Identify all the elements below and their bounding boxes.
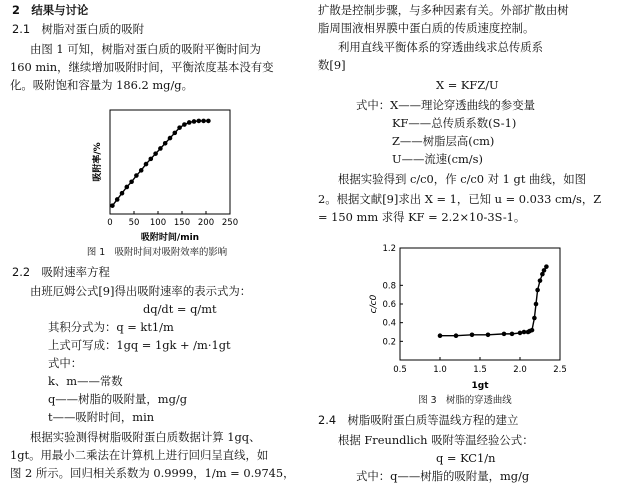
- figure-3-chart: [360, 240, 580, 390]
- section-2-1-heading: 2.1 树脂对蛋白质的吸附: [12, 22, 145, 36]
- data-point: [192, 119, 197, 124]
- series-line: [440, 267, 546, 336]
- y-axis-label: c/c0: [369, 294, 379, 314]
- definition-line: 式中：X——理论穿透曲线的参变量: [356, 98, 535, 112]
- definition-line: KF——总传质系数(S-1): [392, 116, 517, 130]
- paragraph-line: 根据实验得到 c/c0，作 c/c0 对 1 gt 曲线，如图: [338, 172, 586, 186]
- y-tick-label: 1.2: [382, 244, 396, 254]
- data-point: [120, 191, 125, 196]
- data-point: [510, 332, 515, 337]
- paragraph-line: 根据 Freundlich 吸附等温经验公式：: [338, 433, 534, 447]
- definition-line: k、m——常数: [48, 374, 123, 388]
- y-tick-label: 0.2: [382, 337, 396, 348]
- paragraph-line: 根据实验测得树脂吸附蛋白质数据计算 1gq、: [30, 430, 261, 444]
- section-2-heading: 2 结果与讨论: [12, 3, 89, 17]
- data-point: [134, 173, 139, 178]
- data-point: [144, 162, 149, 167]
- data-point: [502, 332, 507, 337]
- data-point: [535, 288, 540, 293]
- data-point: [486, 333, 491, 338]
- y-tick-label: 0.8: [382, 281, 396, 292]
- data-point: [187, 120, 192, 125]
- paragraph-line: 化。吸附饱和容量为 186.2 mg/g。: [10, 78, 193, 92]
- definition-line: Z——树脂层高(cm): [392, 134, 495, 148]
- x-tick-label: 1.5: [473, 365, 487, 375]
- paragraph-line: 1gt。用最小二乘法在计算机上进行回归呈直线，如: [10, 448, 269, 462]
- paragraph-line: 2。根据文献[9]求出 X = 1，已知 u = 0.033 cm/s，Z: [318, 192, 602, 206]
- data-point: [532, 316, 537, 321]
- data-point: [182, 122, 187, 127]
- section-2-2-heading: 2.2 吸附速率方程: [12, 265, 110, 279]
- y-tick-label: 0.4: [382, 318, 396, 329]
- y-tick-label: 0.6: [382, 300, 396, 310]
- x-axis-label: 1gt: [471, 381, 489, 390]
- paragraph-line: 扩散是控制步骤，与多种因素有关。外部扩散由树: [318, 3, 569, 17]
- data-point: [201, 119, 206, 124]
- x-tick-label: 2.0: [513, 365, 527, 375]
- data-point: [518, 331, 523, 336]
- equation-rate: dq/dt = q/mt: [143, 302, 217, 316]
- paragraph-line: 160 min，继续增加吸附时间，平衡浓度基本没有变: [10, 60, 274, 74]
- data-point: [168, 136, 173, 141]
- definition-line: U——流速(cm/s): [392, 152, 483, 166]
- paragraph-line: 上式可写成：1gq = 1gk + /m·1gt: [48, 338, 231, 352]
- paragraph-line: 由班厄姆公式[9]得出吸附速率的表示式为：: [30, 284, 252, 298]
- data-point: [115, 197, 120, 202]
- x-axis-label: 吸附时间/min: [140, 233, 200, 243]
- paragraph-line: = 150 mm 求得 KF = 2.2×10-3S-1。: [318, 210, 526, 224]
- data-point: [454, 333, 459, 338]
- data-point: [538, 278, 543, 283]
- data-point: [139, 168, 144, 173]
- paragraph-line: 由图 1 可知，树脂对蛋白质的吸附平衡时间为: [30, 42, 261, 56]
- figure-1-caption: 图 1 吸附时间对吸附效率的影响: [86, 247, 228, 258]
- data-point: [163, 141, 168, 146]
- paragraph-line: 利用直线平衡体系的穿透曲线求总传质系: [338, 40, 544, 54]
- equation-x: X = KFZ/U: [436, 78, 499, 92]
- figure-1-chart: [70, 102, 260, 244]
- series-line: [112, 121, 208, 206]
- paragraph-line: 图 2 所示。回归相关系数为 0.9999，1/m = 0.9745，: [10, 466, 295, 480]
- data-point: [125, 185, 130, 190]
- data-point: [110, 203, 115, 208]
- plot-frame: [110, 110, 230, 214]
- x-tick-label: 1.0: [433, 365, 447, 375]
- data-point: [206, 119, 211, 124]
- definition-line: t——吸附时间，min: [48, 410, 155, 424]
- x-tick-label: 0: [107, 218, 113, 228]
- definition-line: q——树脂的吸附量，mg/g: [48, 392, 188, 406]
- data-point: [530, 328, 535, 333]
- definition-line: 式中：q——树脂的吸附量，mg/g: [356, 469, 530, 483]
- data-point: [177, 125, 182, 130]
- data-point: [158, 146, 163, 151]
- x-tick-label: 100: [149, 218, 167, 228]
- paragraph-line: 式中：: [48, 356, 83, 370]
- y-axis-label: 吸附率/%: [93, 142, 103, 182]
- paragraph-line: 其积分式为：q = kt1/m: [48, 320, 174, 334]
- x-tick-label: 2.5: [553, 365, 567, 375]
- data-point: [522, 330, 527, 335]
- x-tick-label: 150: [173, 218, 191, 228]
- section-2-4-heading: 2.4 树脂吸附蛋白质等温线方程的建立: [318, 413, 519, 427]
- paragraph-line: 脂周围液相界膜中蛋白质的传质速度控制。: [318, 21, 535, 35]
- data-point: [470, 333, 475, 338]
- x-tick-label: 250: [221, 218, 239, 228]
- equation-freundlich: q = KC1/n: [436, 451, 496, 465]
- data-point: [149, 157, 154, 162]
- x-tick-label: 0.5: [393, 365, 407, 375]
- data-point: [153, 151, 158, 156]
- paragraph-line: 数[9]: [318, 58, 346, 72]
- data-point: [197, 119, 202, 124]
- figure-3-caption: 图 3 树脂的穿透曲线: [418, 395, 512, 406]
- data-point: [173, 131, 178, 136]
- x-tick-label: 200: [197, 218, 215, 228]
- data-point: [534, 302, 539, 307]
- data-point: [544, 264, 549, 269]
- data-point: [438, 333, 443, 338]
- x-tick-label: 50: [128, 218, 140, 228]
- data-point: [129, 179, 134, 184]
